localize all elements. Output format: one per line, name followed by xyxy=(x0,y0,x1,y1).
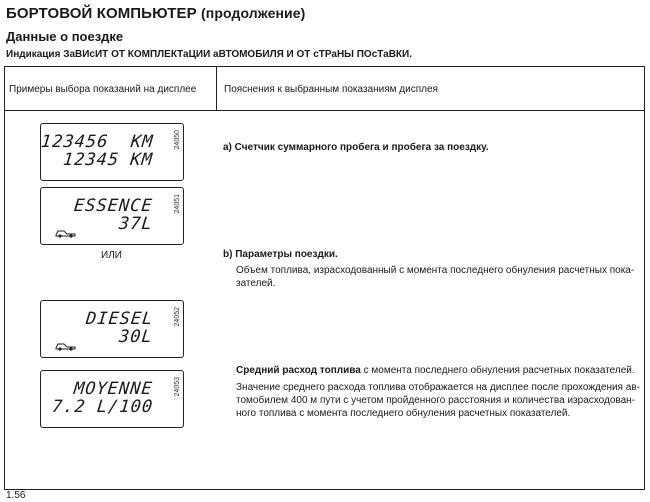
avg-text-1: Значение среднего расхода топлива отображается на дисплее после прохождения ав- xyxy=(236,382,640,393)
col-right-header: Пояснения к выбранным показаниям дисплея xyxy=(224,84,438,95)
lcd-display-essence xyxy=(40,187,184,245)
title-suffix: (продолжение) xyxy=(201,5,306,21)
figure-code: 24050 xyxy=(174,130,181,150)
avg-text-3: ного топлива с момента последнего обнуления расчетных показателей. xyxy=(236,408,571,419)
lcd-line-1: 123456 KM xyxy=(39,132,155,152)
lcd-line-2: 30L xyxy=(118,327,155,347)
explanation-b-text-2: зателей. xyxy=(236,278,276,289)
header-divider xyxy=(5,110,644,111)
lcd-line-1: MOYENNE xyxy=(73,379,155,399)
avg-heading-bold: Средний расход топлива xyxy=(236,365,361,376)
lcd-display-odometer xyxy=(40,123,184,181)
figure-code: 24053 xyxy=(174,377,181,397)
section-subtitle: Данные о поездке xyxy=(6,29,124,44)
lcd-line-1: ESSENCE xyxy=(73,196,155,216)
lcd-display-diesel xyxy=(40,300,184,358)
figure-code: 24051 xyxy=(174,194,181,214)
lcd-line-2: 7.2 L/100 xyxy=(50,397,155,417)
explanation-b: b) Параметры поездки. xyxy=(223,249,338,260)
page-number: 1.56 xyxy=(6,490,26,501)
lcd-line-2: 37L xyxy=(118,214,155,234)
explanation-b-text-1: Объем топлива, израсходованный с момента последнего обнуления расчетных пока- xyxy=(236,265,635,276)
lcd-display-average xyxy=(40,370,184,428)
explanation-a: a) Счетчик суммарного пробега и пробега за поездку. xyxy=(223,142,489,153)
avg-heading-rest: с момента последнего обнуления расчетных показателей. xyxy=(360,365,635,376)
car-icon xyxy=(55,228,77,238)
lcd-line-1: DIESEL xyxy=(84,309,155,329)
figure-code: 24052 xyxy=(174,307,181,327)
or-label: ИЛИ xyxy=(101,250,122,261)
column-divider xyxy=(216,67,217,110)
avg-text-2: томобилем 400 м пути с учетом пройденного расстояния и количества израсходован- xyxy=(236,395,636,406)
col-left-header: Примеры выбора показаний на дисплее xyxy=(9,84,197,95)
page-title xyxy=(6,5,305,22)
car-icon xyxy=(55,341,77,351)
avg-heading xyxy=(236,364,635,377)
title-main: БОРТОВОЙ КОМПЬЮТЕР xyxy=(6,5,197,22)
availability-note: Индикация ЗаВИсИТ ОТ КОМПЛЕКТаЦИИ аВТОМОБИЛЯ И ОТ сТРаНЫ ПОсТаВКИ. xyxy=(6,49,412,60)
lcd-line-2: 12345 KM xyxy=(62,150,155,170)
